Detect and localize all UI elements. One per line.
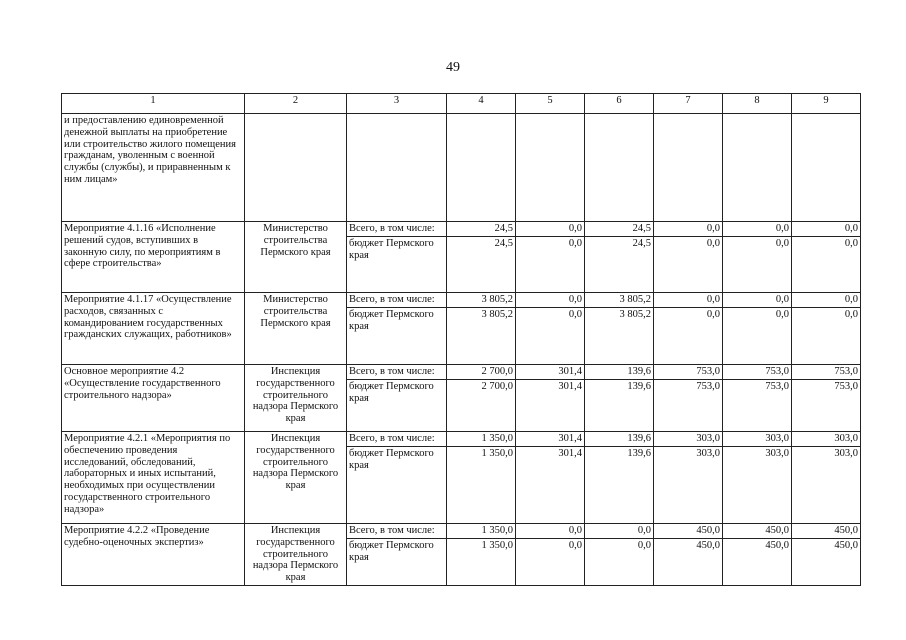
amount-cell: 24,5 [585,237,654,293]
amount-cell: 3 805,2 [585,293,654,308]
funding-source: Всего, в том числе: [347,524,447,539]
amount-cell: 0,0 [654,293,723,308]
amount-cell: 3 805,2 [585,308,654,365]
amount-cell: 303,0 [723,447,792,524]
amount-cell: 303,0 [792,432,861,447]
amount-cell: 139,6 [585,447,654,524]
amount-cell: 0,0 [723,222,792,237]
activity-name: Мероприятие 4.1.16 «Исполнение решений судов, вступивших в законную силу, по мероприятиям в сфере строительства» [62,222,245,293]
empty-cell [347,114,447,222]
amount-cell: 0,0 [516,237,585,293]
empty-cell [654,114,723,222]
amount-cell: 303,0 [723,432,792,447]
amount-cell: 24,5 [585,222,654,237]
column-number-6: 6 [585,94,654,114]
activity-name: Мероприятие 4.2.1 «Мероприятия по обеспечению проведения исследований, обследований, лабораторных и иных испытаний, необходимых при осуществлении государственного строительного надзора» [62,432,245,524]
column-number-9: 9 [792,94,861,114]
activity-name: Мероприятие 4.2.2 «Проведение судебно-оценочных экспертиз» [62,524,245,586]
amount-cell: 1 350,0 [447,447,516,524]
amount-cell: 303,0 [654,447,723,524]
table-row [62,432,861,447]
executor: Министерство строительства Пермского края [245,222,347,293]
funding-source: бюджет Пермского края [347,380,447,432]
amount-cell: 0,0 [585,539,654,586]
funding-source: Всего, в том числе: [347,293,447,308]
amount-cell: 2 700,0 [447,365,516,380]
funding-source: Всего, в том числе: [347,365,447,380]
amount-cell: 3 805,2 [447,293,516,308]
funding-source: бюджет Пермского края [347,447,447,524]
executor: Инспекция государственного строительного надзора Пермского края [245,365,347,432]
page-number: 49 [446,60,460,75]
amount-cell: 450,0 [723,524,792,539]
column-number-2: 2 [245,94,347,114]
amount-cell: 139,6 [585,380,654,432]
table-row [62,222,861,237]
funding-source: Всего, в том числе: [347,222,447,237]
amount-cell: 0,0 [723,293,792,308]
column-number-5: 5 [516,94,585,114]
empty-cell [516,114,585,222]
column-number-1: 1 [62,94,245,114]
amount-cell: 24,5 [447,237,516,293]
executor: Инспекция государственного строительного надзора Пермского края [245,524,347,586]
amount-cell: 0,0 [792,237,861,293]
amount-cell: 0,0 [723,237,792,293]
amount-cell: 303,0 [792,447,861,524]
funding-source: бюджет Пермского края [347,539,447,586]
empty-cell [585,114,654,222]
amount-cell: 0,0 [654,222,723,237]
empty-cell [245,114,347,222]
funding-source: бюджет Пермского края [347,308,447,365]
table-row [62,365,861,380]
amount-cell: 24,5 [447,222,516,237]
amount-cell: 301,4 [516,432,585,447]
amount-cell: 1 350,0 [447,539,516,586]
amount-cell: 0,0 [516,539,585,586]
amount-cell: 3 805,2 [447,308,516,365]
amount-cell: 753,0 [723,380,792,432]
amount-cell: 450,0 [792,524,861,539]
amount-cell: 0,0 [792,222,861,237]
amount-cell: 753,0 [792,365,861,380]
amount-cell: 0,0 [516,222,585,237]
column-number-4: 4 [447,94,516,114]
amount-cell: 0,0 [516,308,585,365]
header-row [62,94,861,114]
activity-name: Основное мероприятие 4.2 «Осуществление государственного строительного надзора» [62,365,245,432]
amount-cell: 2 700,0 [447,380,516,432]
empty-cell [447,114,516,222]
column-number-3: 3 [347,94,447,114]
column-number-8: 8 [723,94,792,114]
amount-cell: 301,4 [516,365,585,380]
amount-cell: 139,6 [585,432,654,447]
amount-cell: 303,0 [654,432,723,447]
amount-cell: 753,0 [654,380,723,432]
amount-cell: 0,0 [516,524,585,539]
amount-cell: 450,0 [654,524,723,539]
amount-cell: 0,0 [516,293,585,308]
amount-cell: 450,0 [654,539,723,586]
funding-source: Всего, в том числе: [347,432,447,447]
amount-cell: 139,6 [585,365,654,380]
amount-cell: 753,0 [723,365,792,380]
amount-cell: 1 350,0 [447,524,516,539]
amount-cell: 0,0 [723,308,792,365]
amount-cell: 301,4 [516,447,585,524]
amount-cell: 0,0 [792,293,861,308]
executor: Министерство строительства Пермского края [245,293,347,365]
table-row [62,293,861,308]
table-row [62,524,861,539]
table-body [62,94,861,586]
amount-cell: 753,0 [654,365,723,380]
amount-cell: 0,0 [792,308,861,365]
amount-cell: 0,0 [654,308,723,365]
empty-cell [792,114,861,222]
amount-cell: 301,4 [516,380,585,432]
column-number-7: 7 [654,94,723,114]
activity-name: Мероприятие 4.1.17 «Осуществление расходов, связанных с командированием государственных гражданских служащих, работников» [62,293,245,365]
amount-cell: 450,0 [792,539,861,586]
empty-cell [723,114,792,222]
amount-cell: 0,0 [585,524,654,539]
amount-cell: 0,0 [654,237,723,293]
amount-cell: 753,0 [792,380,861,432]
amount-cell: 1 350,0 [447,432,516,447]
budget-table [61,93,861,586]
executor: Инспекция государственного строительного надзора Пермского края [245,432,347,524]
continuation-row [62,114,861,222]
amount-cell: 450,0 [723,539,792,586]
continuation-text: и предоставлению единовременной денежной выплаты на приобретение или строительство жилого помещения гражданам, уволенным с военной службы (службы), и приравненным к ним лицам» [62,114,245,222]
funding-source: бюджет Пермского края [347,237,447,293]
